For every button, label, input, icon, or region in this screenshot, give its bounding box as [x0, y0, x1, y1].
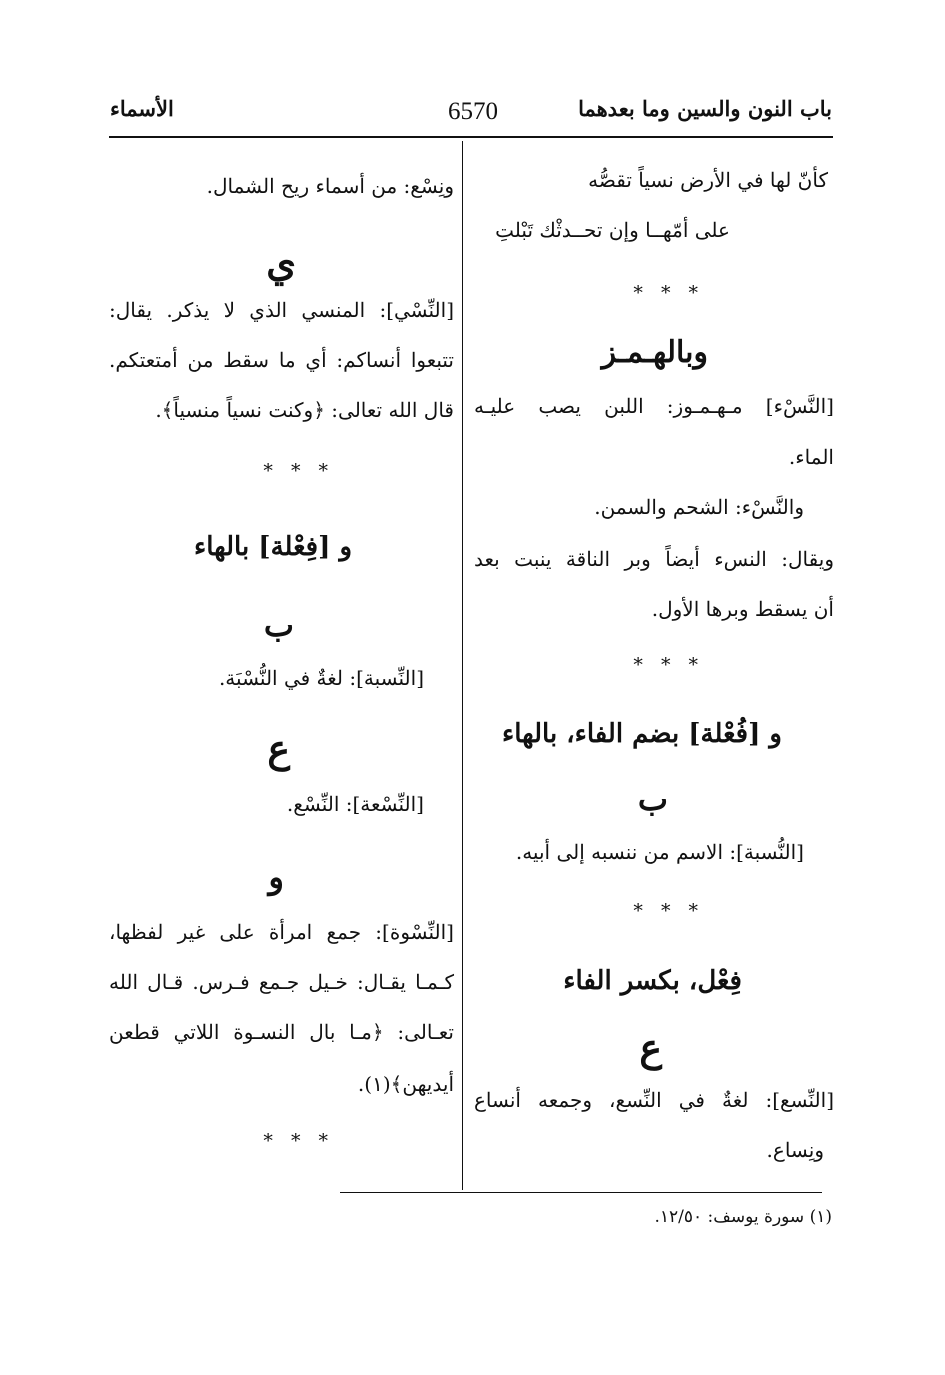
footnote-rule — [340, 1192, 822, 1193]
column-divider — [462, 141, 463, 1190]
entry-line: كـمـا يقـال: خـيل جـمع فـرس. قـال الله — [109, 970, 454, 994]
entry-line: أن يسقط وبرها الأول. — [651, 597, 834, 621]
separator-stars: * * * — [633, 282, 704, 304]
entry-line: الماء. — [788, 445, 834, 469]
entry-line: تعـالى: ﴿مـا بال النسـوة اللاتي قطعن — [109, 1020, 454, 1044]
page-number: 6570 — [448, 98, 498, 125]
entry-line: تتبعوا أنساكم: أي ما سقط من أمتعتكم. — [109, 348, 454, 372]
section-title: الأسماء — [110, 96, 174, 121]
entry-line: [النِّسْي]: المنسي الذي لا يذكر. يقال: — [109, 298, 454, 322]
letter-heading: ب — [263, 606, 294, 644]
entry-line: والنَّسْء: الشحم والسمن. — [594, 495, 804, 519]
separator-stars: * * * — [263, 1130, 334, 1152]
chapter-title: باب النون والسين وما بعدهما — [578, 96, 832, 121]
heading-fula: و [فُعْلة] بضم الفاء، بالهاء — [501, 719, 782, 749]
heading-hamz: وبالهـمـز — [601, 335, 708, 370]
letter-heading: و — [268, 858, 284, 896]
entry-line: قال الله تعالى: ﴿وكنت نسياً منسياً﴾. — [155, 398, 454, 422]
heading-fila: و [فِعْلة] بالهاء — [194, 532, 352, 562]
entry-line: [النِّسْوة]: جمع امرأة على غير لفظها، — [109, 920, 454, 944]
letter-heading: ب — [637, 780, 668, 818]
entry-line: ونِسْع: من أسماء ريح الشمال. — [206, 174, 454, 198]
separator-stars: * * * — [633, 900, 704, 922]
letter-heading: ع — [267, 726, 290, 771]
footnote: (١) سورة يوسف: ١٢/٥٠. — [654, 1207, 832, 1227]
separator-stars: * * * — [263, 460, 334, 482]
letter-heading: ع — [639, 1025, 662, 1070]
entry-line: [النِّسع]: لغةٌ في النِّسع، وجمعه أنساع — [474, 1088, 834, 1112]
letter-heading: ي — [266, 240, 296, 285]
entry-line: [النَّسْء] مـهـمـوز: اللبن يصب عليـه — [474, 394, 834, 418]
entry-line: ونِساع. — [766, 1138, 824, 1162]
entry-line: [النِّسبة]: لغةٌ في النُّسْبَة. — [218, 666, 424, 690]
verse-line-2: على أمّهــا وإن تحــدثْك تَبْلتِ — [495, 218, 730, 242]
heading-fil: فِعْل، بكسر الفاء — [563, 966, 742, 996]
separator-stars: * * * — [633, 654, 704, 676]
header-rule — [109, 136, 833, 138]
entry-line: أيديهن﴾(١). — [357, 1072, 454, 1096]
entry-line: ويقال: النسء أيضاً وبر الناقة ينبت بعد — [474, 547, 834, 571]
verse-line-1: كأنّ لها في الأرض نسياً تقصُّه — [588, 168, 828, 192]
entry-line: [النِّسْعة]: النِّسْع. — [286, 792, 424, 816]
entry-line: [النُّسبة]: الاسم من ننسبه إلى أبيه. — [515, 840, 804, 864]
